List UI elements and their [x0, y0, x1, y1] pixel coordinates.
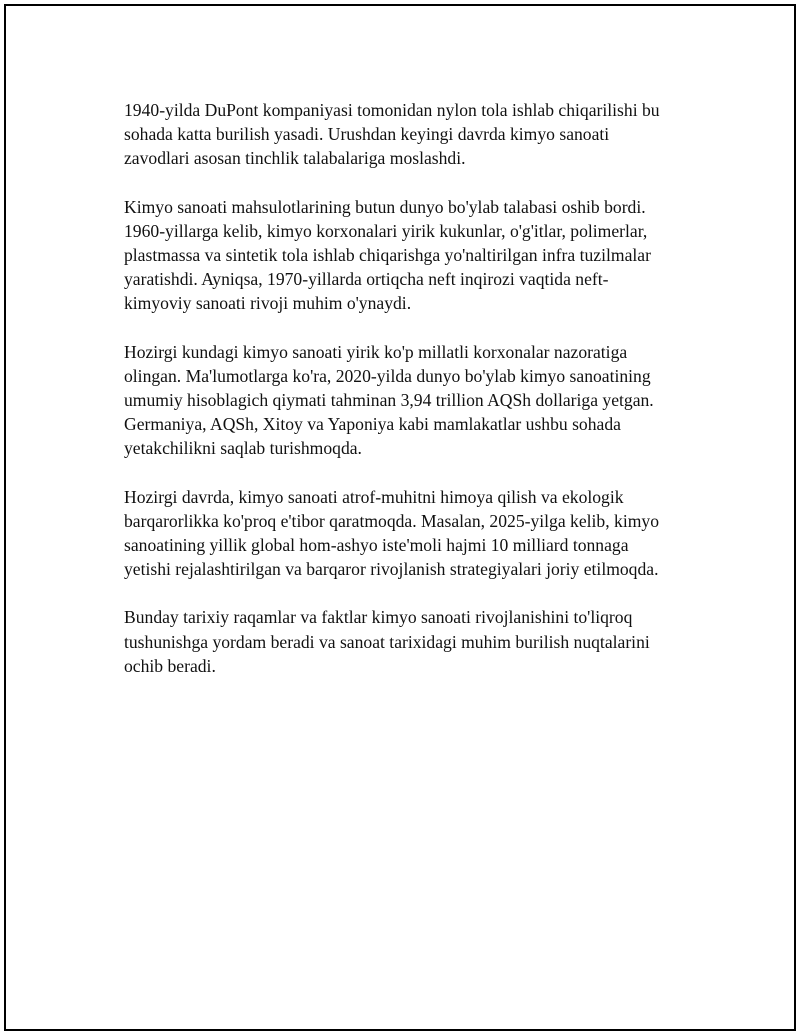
- paragraph-3: Hozirgi kundagi kimyo sanoati yirik ko'p millatli korxonalar nazoratiga olingan. Ma'lumotlarga ko'ra, 2020-yilda dunyo bo'ylab kimyo sanoatining umumiy hisoblagich qiymati tahminan 3,94 trillion AQSh dollariga yetgan. Germaniya, AQSh, Xitoy va Yaponiya kabi mamlakatlar ushbu sohada yetakchilikni saqlab turishmoqda.: [124, 341, 654, 459]
- page-frame: [4, 4, 796, 1031]
- paragraph-2: Kimyo sanoati mahsulotlarining butun dunyo bo'ylab talabasi oshib bordi. 1960-yillarga kelib, kimyo korxonalari yirik kukunlar, o'g'itlar, polimerlar, plastmassa va sintetik tola ishlab chiqarishga yo'naltirilgan infra tuzilmalar yaratishdi. Ayniqsa, 1970-yillarda ortiqcha neft inqirozi vaqtida neft- kimyoviy sanoati rivoji muhim o'ynaydi.: [124, 196, 651, 314]
- paragraph-4: Hozirgi davrda, kimyo sanoati atrof-muhitni himoya qilish va ekologik barqarorlikka ko'proq e'tibor qaratmoqda. Masalan, 2025-yilga kelib, kimyo sanoatining yillik global hom-ashyo iste'moli hajmi 10 milliard tonnaga yetishi rejalashtirilgan va barqaror rivojlanish strategiyalari joriy etilmoqda.: [124, 486, 659, 580]
- document-body: [124, 98, 704, 702]
- paragraph-1: 1940-yilda DuPont kompaniyasi tomonidan nylon tola ishlab chiqarilishi bu sohada katta burilish yasadi. Urushdan keyingi davrda kimyo sanoati zavodlari asosan tinchlik talabalariga moslashdi.: [124, 100, 660, 169]
- paragraph-5: Bunday tarixiy raqamlar va faktlar kimyo sanoati rivojlanishini to'liqroq tushunishga yordam beradi va sanoat tarixidagi muhim burilish nuqtalarini ochib beradi.: [124, 607, 650, 676]
